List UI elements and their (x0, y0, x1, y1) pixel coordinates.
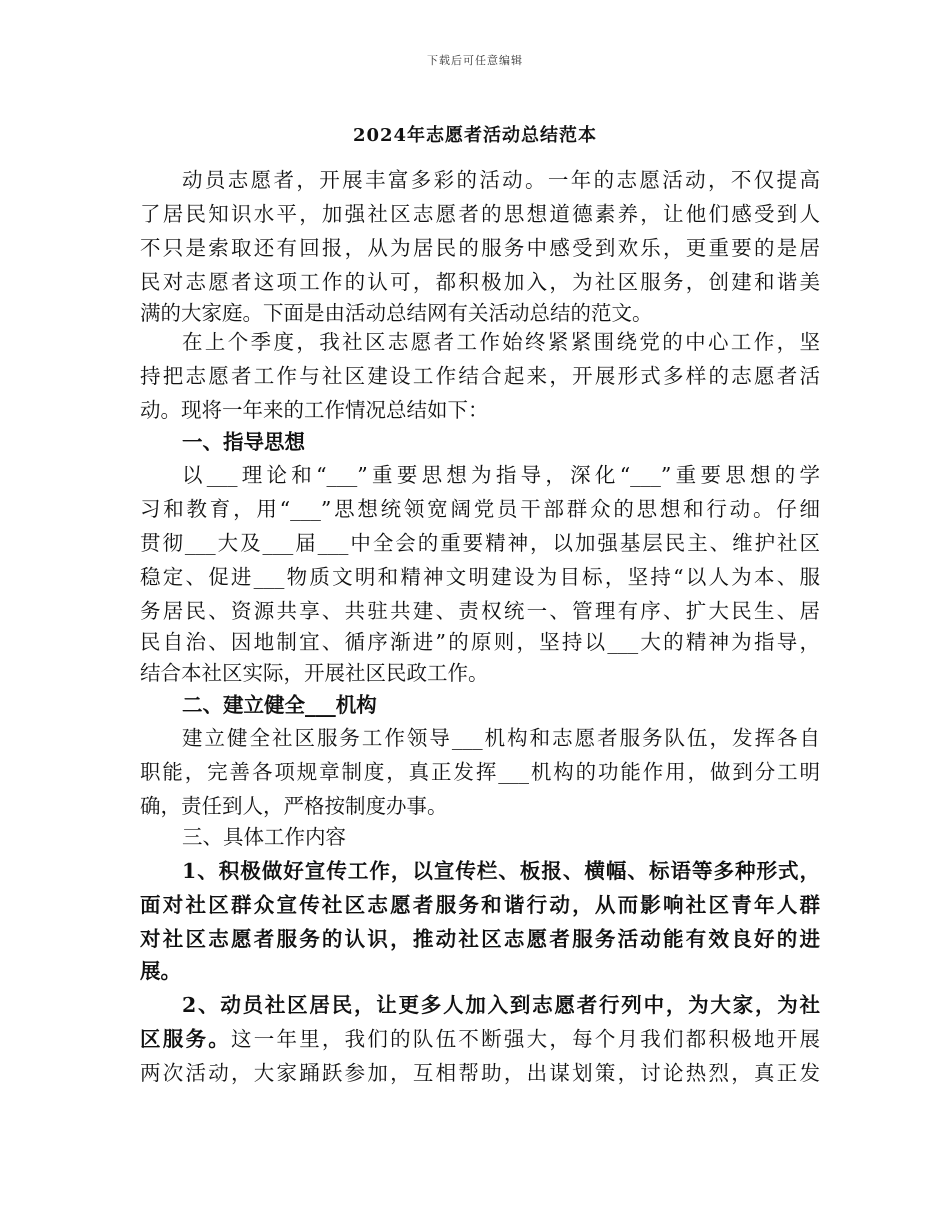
paragraph-line: 确，责任到人，严格按制度办事。 (140, 794, 448, 818)
paragraph-line: 满的大家庭。下面是由活动总结网有关活动总结的范文。 (140, 301, 653, 325)
paragraph-line: 贯彻___大及___届___中全会的重要精神，以加强基层民主、维护社区 (140, 531, 820, 555)
paragraph-line: 在上个季度，我社区志愿者工作始终紧紧围绕党的中心工作，坚 (182, 330, 820, 354)
paragraph-line: 持把志愿者工作与社区建设工作结合起来，开展形式多样的志愿者活 (140, 364, 820, 388)
page-header-note: 下载后可任意编辑 (427, 54, 523, 67)
paragraph-line: 动员志愿者，开展丰富多彩的活动。一年的志愿活动，不仅提高 (182, 168, 820, 192)
paragraph-line: 动。现将一年来的工作情况总结如下： (140, 398, 489, 422)
paragraph-line: 民对志愿者这项工作的认可，都积极加入，为社区服务，创建和谐美 (140, 270, 820, 294)
paragraph-line: 面对社区群众宣传社区志愿者服务和谐行动，从而影响社区青年人群 (140, 893, 820, 917)
paragraph-line: 1、积极做好宣传工作，以宣传栏、板报、横幅、标语等多种形式， (182, 859, 820, 883)
section-heading: 二、建立健全___机构 (182, 693, 377, 717)
regular-text: 这一年里，我们的队伍不断强大，每个月我们都积极地开展 (230, 1027, 821, 1051)
paragraph-line: 展。 (140, 959, 181, 983)
paragraph-line: 职能，完善各项规章制度，真正发挥___机构的功能作用，做到分工明 (140, 760, 820, 784)
paragraph-line: 建立健全社区服务工作领导___机构和志愿者服务队伍，发挥各自 (182, 726, 820, 750)
document-title: 2024年志愿者活动总结范本 (352, 125, 598, 146)
paragraph-line: 2、动员社区居民，让更多人加入到志愿者行列中，为大家，为社 (182, 993, 820, 1017)
paragraph-line: 两次活动，大家踊跃参加，互相帮助，出谋划策，讨论热烈，真正发 (140, 1061, 820, 1085)
section-heading: 一、指导思想 (182, 430, 305, 454)
section-heading: 三、具体工作内容 (182, 825, 346, 849)
paragraph-line: 务居民、资源共享、共驻共建、责权统一、管理有序、扩大民生、居 (140, 599, 820, 623)
paragraph-line: 稳定、促进___物质文明和精神文明建设为目标，坚持“以人为本、服 (140, 565, 820, 589)
paragraph-line: 民自治、因地制宜、循序渐进”的原则，坚持以___大的精神为指导， (140, 630, 820, 654)
paragraph-line: 结合本社区实际，开展社区民政工作。 (140, 661, 489, 685)
paragraph-line: 对社区志愿者服务的认识，推动社区志愿者服务活动能有效良好的进 (140, 927, 820, 951)
paragraph-line (140, 1022, 820, 1056)
paragraph-line: 习和教育，用“___”思想统领宽阔党员干部群众的思想和行动。仔细 (140, 497, 820, 521)
paragraph-line: 不只是索取还有回报，从为居民的服务中感受到欢乐，更重要的是居 (140, 236, 820, 260)
paragraph-line: 以___理论和“___”重要思想为指导，深化“___”重要思想的学 (182, 463, 820, 487)
bold-text: 区服务。 (140, 1027, 231, 1051)
paragraph-line: 了居民知识水平，加强社区志愿者的思想道德素养，让他们感受到人 (140, 202, 820, 226)
